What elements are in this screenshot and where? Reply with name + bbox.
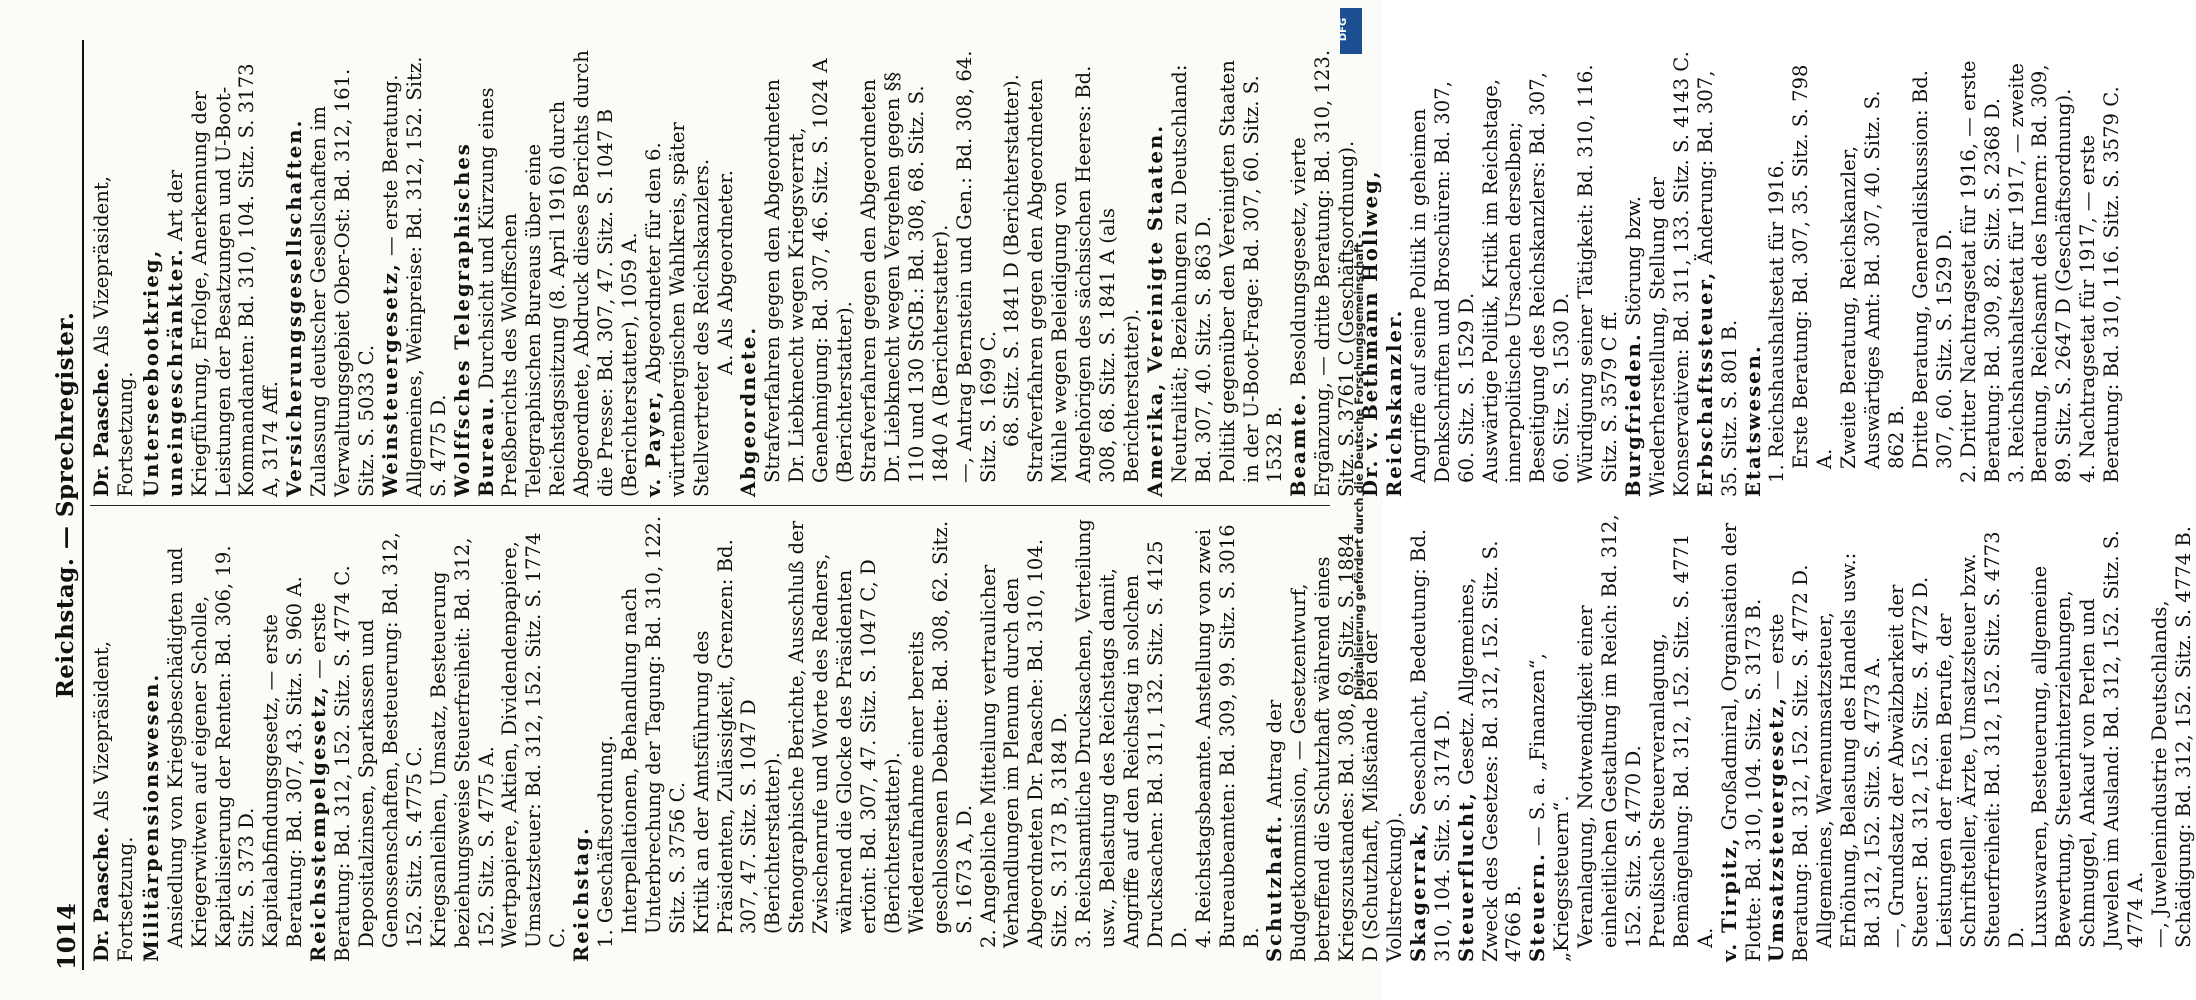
register-entry [1144, 48, 1168, 497]
register-entry [2076, 48, 2124, 497]
entry-keyword: Reichsstempelgesetz, [307, 685, 331, 962]
register-entry [140, 514, 164, 962]
register-entry [451, 48, 642, 497]
entry-keyword: Umsatzsteuergesetz, [1765, 696, 1789, 962]
entry-keyword: Wolffsches Telegraphisches Bureau. [450, 142, 498, 497]
register-entry [690, 514, 786, 962]
register-entry [1263, 514, 1406, 962]
register-entry [1742, 48, 1766, 497]
entry-text: — erste Beratung: Bd. 312, 152. Sitz. S. 4774 C. [307, 565, 355, 962]
entry-text: Leistungen der freien Berufe, der Schriftsteller, Ärzte, Umsatzsteuer bzw. Steuerfreiheit: Bd. 312, 152. Sitz. S. 4773 D. [1932, 531, 2028, 948]
speaker-name: Dr. Paasche. [90, 361, 113, 497]
speaker-name: Dr. Paasche. [90, 826, 113, 962]
register-entry [1765, 514, 1813, 962]
register-entry [642, 48, 714, 497]
register-entry [1216, 48, 1288, 497]
register-entry [977, 514, 1073, 962]
register-entry [1407, 48, 1479, 497]
entry-text: Wiederaufnahme einer bereits geschlossenen Debatte: Bd. 308, 62. Sitz. S. 1673 A, D. [904, 520, 976, 934]
entry-keyword: Erbschaftssteuer, [1693, 270, 1717, 497]
entry-text: Stenographische Berichte, Ausschluß der Zwischenrufe und Worte des Redners, während die Glocke des Präsidenten ertönt: Bd. 307, 47. Sitz. S. 1047 C, D (Berichterstatter). [785, 520, 904, 934]
register-entry [1694, 48, 1742, 497]
entry-text: Kritik an der Amtsführung des Präsidenten, Zulässigkeit, Grenzen: Bd. 307, 47. Sitz. S. 1047 D (Berichterstatter). [689, 539, 785, 934]
register-entry [2148, 514, 2196, 962]
register-entry [1622, 48, 1694, 497]
entry-keyword: Burgfrieden. [1622, 332, 1645, 497]
register-entry [355, 514, 427, 962]
register-entry [1574, 514, 1646, 962]
entry-text: Depositalzinsen, Sparkassen und Genossenschaften, Besteuerung: Bd. 312, 152. Sitz. S. 4775 C. [354, 532, 426, 948]
register-entry [1765, 48, 1789, 497]
entry-text: Strafverfahren gegen den Abgeordneten Dr. Liebknecht wegen Kriegsverrat, Genehmigung: Bd. 307, 46. Sitz. S. 1024 A (Berichterstatter). [761, 58, 857, 483]
register-entry [1000, 48, 1024, 497]
register-entry [737, 48, 761, 497]
entry-text: Angriffe auf seine Politik in geheimen Denkschriften und Broschüren: Bd. 307, 60. Sitz. S. 1529 D. [1406, 81, 1478, 483]
register-entry [307, 514, 355, 962]
register-entry [259, 514, 307, 962]
register-entry [164, 514, 260, 962]
register-entry [1718, 514, 1766, 962]
register-entry [2028, 514, 2148, 962]
entry-keyword: v. Payer, [641, 389, 665, 497]
register-entry [1957, 48, 2005, 497]
register-entry [953, 48, 1001, 497]
register-entry [2005, 48, 2077, 497]
entry-text: —, Juwelenindustrie Deutschlands, Schädigung: Bd. 312, 152. Sitz. S. 4774 B. [2147, 525, 2195, 948]
speaker-role: Als Vizepräsident, Fortsetzung. [90, 641, 137, 962]
digitization-credit: Digitalisierung gefördert durch die Deutsche Forschungsgemeinschaft - [1352, 233, 1366, 700]
register-entry [379, 48, 451, 497]
entry-text: Auswärtige Politik, Kritik im Reichstage, innerpolitische Ursachen derselben; Beseitigung des Reichskanzlers: Bd. 307, 60. Sitz. S. 1530 D. [1478, 72, 1574, 483]
entry-text: Strafverfahren gegen den Abgeordneten Mühle wegen Beleidigung von Angehörigen des sächsischen Heeres: Bd. 308, 68. Sitz. S. 1841 A (als Berichterstatter). [1024, 65, 1143, 483]
entry-keyword: Beamte. [1287, 392, 1311, 497]
entry-text: Interpellationen, Behandlung nach Unterbrechung der Tagung: Bd. 310, 122. Sitz. S. 3756 C. [617, 515, 689, 934]
entry-text: Dritte Beratung, Generaldiskussion: Bd. 307, 60. Sitz. S. 1529 D. [1908, 70, 1956, 469]
entry-text: —, Antrag Bernstein und Gen.: Bd. 308, 64. Sitz. S. 1699 C. [952, 50, 1000, 483]
entry-keyword: Reichstag. [570, 826, 594, 962]
entry-text: 68. Sitz. S. 1841 D (Berichterstatter). [1000, 74, 1024, 447]
entry-text: Durchsicht und Kürzung eines Preßberichts des Wolffschen Telegraphischen Bureaus über eine Reichstagssitzung (8. April 1916) durch Abgeordnete, Abdruck dieses Berichts durch die Presse: Bd. 307, 47. Sitz. S. 1047 B (Berichterstatter), 1059 A. [474, 50, 641, 497]
entry-text: Kapitalabfindungsgesetz, — erste Beratung: Bd. 307, 43. Sitz. S. 960 A. [259, 576, 307, 948]
register-entry [427, 514, 499, 962]
register-entry [1933, 514, 2029, 962]
entry-text: Strafverfahren gegen den Abgeordneten Dr. Liebknecht wegen Vergehen gegen §§ 110 und 130 StGB.: Bd. 308, 68. Sitz. S. 1840 A (Berichterstatter). [857, 71, 952, 483]
entry-text: Preußische Steuerveranlagung, Bemängelung: Bd. 312, 152. Sitz. S. 4771 A. [1645, 533, 1717, 948]
entry-text: Zulassung deutscher Gesellschaften im Verwaltungsgebiet Ober-Ost: Bd. 312, 161. Sitz. S. 5033 C. [307, 68, 378, 497]
dfg-logo: DFG [1340, 8, 1362, 54]
entry-text: Neutralität; Beziehungen zu Deutschland: Bd. 307, 40. Sitz. S. 863 D. [1167, 64, 1215, 483]
register-entry [1024, 48, 1144, 497]
entry-text: 2. Angebliche Mitteilung vertraulicher Verhandlungen im Plenum durch den Abgeordneten Dr. Paasche: Bd. 310, 104. Sitz. S. 3173 B, 3184 D. [976, 538, 1072, 948]
entry-keyword: Steuern. [1526, 852, 1550, 962]
entry-text: Luxuswaren, Besteuerung, allgemeine Bewertung, Steuerhinterziehungen, Schmuggel, Ankauf von Perlen und Juwelen im Ausland: Bd. 312, 152. Sitz. S. 4774 A. [2028, 530, 2148, 948]
entry-keyword: Unterseebootkrieg, uneingeschränkter. [139, 247, 187, 497]
entry-text: Veranlagung, Notwendigkeit einer einheitlichen Gestaltung im Reich: Bd. 312, 152. Sitz. S. 4770 D. [1574, 514, 1645, 948]
entry-text: Gesetz. Allgemeines, Zweck des Gesetzes: Bd. 312, 152. Sitz. S. 4766 B. [1454, 540, 1526, 962]
entry-text: Kriegsanleihen, Umsatz, Besteuerung beziehungsweise Steuerfreiheit: Bd. 312, 152. Sitz. S. 4775 A. [426, 537, 498, 948]
entry-text: Würdigung seiner Tätigkeit: Bd. 310, 116. Sitz. S. 3579 C ff. [1574, 64, 1622, 483]
entry-text: Antrag der Budgetkommission, — Gesetzentwurf, betreffend die Schutzhaft während eines Kriegszustandes: Bd. 308, 69. Sitz. S. 1884 D (Schutzhaft, Mißstände bei der Vollstreckung). [1263, 533, 1406, 962]
register-entry [1813, 514, 1885, 962]
entry-keyword: Abgeordnete. [737, 325, 761, 497]
register-entry [1455, 514, 1527, 962]
entry-text: Änderung: Bd. 307, 35. Sitz. S. 801 B. [1693, 70, 1741, 497]
page-header [50, 40, 84, 970]
register-entry [1287, 48, 1359, 497]
entry-text: —, Grundsatz der Abwälzbarkeit der Steuer: Bd. 312, 152. Sitz. S. 4772 D. [1884, 576, 1932, 948]
left-column-head [90, 514, 138, 962]
entry-text: 3. Reichsamtliche Drucksachen, Verteilung usw., Belastung des Reichstags damit, Angriffe auf den Reichstag in solchen Drucksachen: Bd. 311, 132. Sitz. S. 4125 D. [1072, 519, 1191, 948]
register-entry [905, 514, 977, 962]
entry-text: Störung bzw. Wiederherstellung, Stellung der Konservativen: Bd. 311, 133. Sitz. S. 4143 C. [1622, 51, 1693, 497]
entry-keyword: Amerika, Vereinigte Staaten. [1143, 123, 1167, 497]
register-entry [761, 48, 857, 497]
entry-keyword: Dr. v. Bethmann Hollweg, Reichskanzler. [1359, 169, 1406, 497]
register-entry [1909, 48, 1957, 497]
register-entry [714, 48, 738, 497]
register-entry [1168, 48, 1216, 497]
register-entry [1359, 48, 1407, 497]
entry-text: Ansiedlung von Kriegsbeschädigten und Kriegerwitwen auf eigener Scholle, Kapitalisierung der Renten: Bd. 306, 19. Sitz. S. 373 D. [163, 545, 259, 948]
entry-text: — erste Beratung. Allgemeines, Weinpreise: Bd. 312, 152. Sitz. S. 4775 D. [378, 56, 450, 497]
entry-text: Wertpapiere, Aktien, Dividendenpapiere, Umsatzsteuer: Bd. 312, 152. Sitz. S. 1774 C. [498, 532, 570, 948]
register-entry [785, 514, 905, 962]
entry-keyword: Steuerflucht, [1454, 791, 1478, 962]
entry-keyword: Militärpensionswesen. [139, 672, 163, 962]
entry-text: 1. Reichshaushaltsetat für 1916. [1765, 159, 1789, 483]
entry-keyword: Etatswesen. [1741, 344, 1765, 497]
entry-text: — erste Beratung: Bd. 312, 152. Sitz. S. 4772 D. [1765, 564, 1813, 962]
register-entry [1479, 48, 1575, 497]
entry-text: 4. Reichstagsbeamte. Anstellung von zwei Bureaubeamten: Bd. 309, 99. Sitz. S. 3016 B. [1191, 524, 1263, 948]
entry-text: Art der Kriegführung, Erfolge, Anerkennung der Leistungen der Besatzungen und U-Boot-Kommandanten: Bd. 310, 104. Sitz. S. 3173 A, 3174 Aff. [163, 63, 283, 497]
register-entry [1837, 48, 1909, 497]
register-entry [498, 514, 570, 962]
register-entry [1574, 48, 1622, 497]
register-entry [1646, 514, 1718, 962]
entry-keyword: v. Tirpitz, [1717, 836, 1741, 962]
right-column-head [90, 48, 138, 497]
register-entry [283, 48, 379, 497]
entry-text: Allgemeines, Warenumsatzsteuer, Erhöhung, Belastung des Handels usw.: Bd. 312, 152. Sitz. S. 4773 A. [1813, 552, 1885, 948]
entry-text: 4. Nachtragsetat für 1917, — erste Beratung: Bd. 310, 116. Sitz. S. 3579 C. [2076, 86, 2124, 483]
entry-keyword: Schutzhaft. [1263, 814, 1287, 962]
entry-text: Großadmiral, Organisation der Flotte: Bd. 310, 104. Sitz. S. 3173 B. [1717, 522, 1765, 962]
register-entry [1885, 514, 1933, 962]
entry-keyword: Versicherungsgesellschaften. [283, 118, 307, 497]
entry-text: Abgeordneter für den 6. württembergischen Wahlkreis, später Stellvertreter des Reichskanzlers. [641, 122, 713, 497]
register-entry [570, 514, 594, 962]
register-entry [618, 514, 690, 962]
entry-text: — S. a. „Finanzen“, „Kriegssteuern“. [1526, 653, 1574, 962]
register-entry [1407, 514, 1455, 962]
entry-text: Erste Beratung: Bd. 307, 35. Sitz. S. 798 A. [1789, 64, 1837, 469]
register-entry [1072, 514, 1192, 962]
register-entry [140, 48, 283, 497]
page-number: 1014 [52, 903, 81, 970]
page-title: Reichstag. — Sprechregister. [52, 311, 79, 699]
register-entry [857, 48, 953, 497]
entry-text: Zweite Beratung, Reichskanzler, Auswärtiges Amt: Bd. 307, 40. Sitz. S. 862 B. [1837, 90, 1908, 469]
entry-text: A. Als Abgeordneter. [713, 170, 737, 375]
entry-keyword: Weinsteuergesetz, [378, 262, 402, 497]
entry-text: Besoldungsgesetz, vierte Ergänzung, — dritte Beratung: Bd. 310, 123. Sitz. S. 3761 C (Geschäftsordnung). [1287, 49, 1359, 497]
entry-text: 3. Reichshaushaltsetat für 1917, — zweite Beratung, Reichsamt des Innern: Bd. 309, 89. Sitz. S. 2647 D (Geschäftsordnung). [2004, 63, 2076, 483]
speaker-role: Als Vizepräsident, Fortsetzung. [90, 176, 137, 497]
entry-text: Seeschlacht, Bedeutung: Bd. 310, 104. Sitz. S. 3174 D. [1406, 528, 1454, 962]
entry-text: Politik gegenüber den Vereinigten Staaten in der U-Boot-Frage: Bd. 307, 60. Sitz. S. 1532 B. [1215, 60, 1287, 483]
register-entry [1526, 514, 1574, 962]
register-entry [1789, 48, 1837, 497]
entry-keyword: Skagerrak, [1406, 821, 1430, 962]
entry-text: 1. Geschäftsordnung. [594, 734, 618, 948]
left-column [90, 505, 2195, 970]
entry-text: 2. Dritter Nachtragsetat für 1916, — erste Beratung: Bd. 309, 82. Sitz. S. 2368 D. [1956, 60, 2004, 483]
register-entry [594, 514, 618, 962]
register-entry [1192, 514, 1264, 962]
